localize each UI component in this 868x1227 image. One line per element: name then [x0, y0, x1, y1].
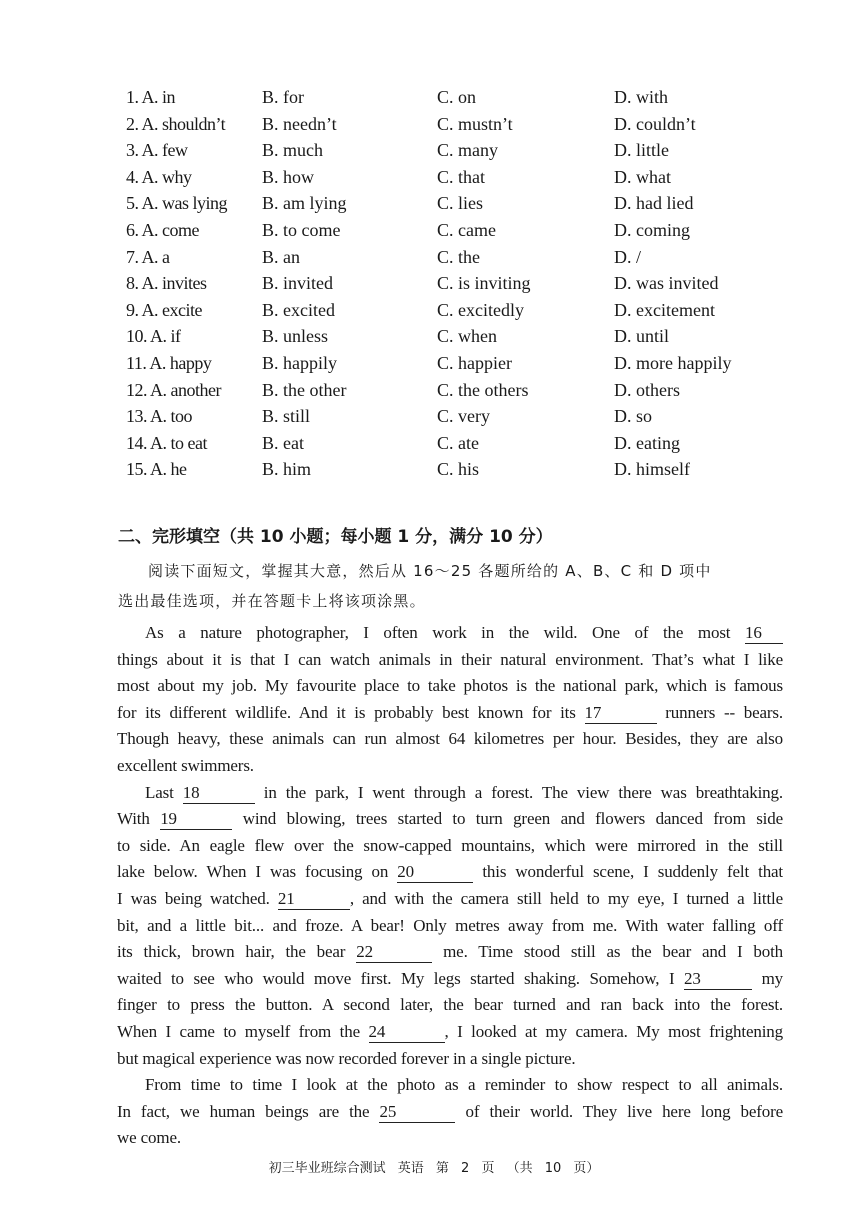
option-d: D. couldn’t	[614, 113, 696, 134]
option-b: B. for	[262, 87, 304, 107]
option-d: D. coming	[614, 219, 690, 240]
instruction-line-2: 选出最佳选项，并在答题卡上将该项涂黑。	[118, 592, 426, 610]
passage-text: bit, and a little bit... and froze. A bear! Only metres away from me. With water falling off	[117, 915, 783, 935]
blank-25: 25	[379, 1102, 455, 1123]
passage-line	[117, 806, 783, 833]
passage-line	[117, 913, 783, 940]
choice-row	[126, 244, 826, 271]
question-option-a: 10. A. if	[126, 326, 181, 347]
choice-row	[126, 403, 826, 430]
option-d: D. /	[614, 246, 641, 267]
option-c: C. lies	[437, 193, 484, 214]
passage-line	[117, 859, 783, 886]
option-b: B. excited	[262, 299, 335, 320]
passage-line	[117, 1046, 783, 1073]
option-b: B. how	[262, 166, 315, 187]
question-option-a: 13. A. too	[126, 406, 193, 427]
option-d: D. others	[614, 379, 680, 400]
blank-18: 18	[183, 783, 255, 804]
choice-row	[126, 190, 826, 217]
blank-22: 22	[356, 942, 432, 963]
passage-text: When I came to myself from the	[117, 1021, 369, 1041]
passage-text: excellent swimmers.	[117, 755, 254, 775]
choice-row	[126, 111, 826, 138]
cloze-passage	[117, 620, 783, 1152]
option-c: C. happier	[437, 352, 512, 373]
choice-row	[126, 84, 826, 111]
passage-line	[117, 966, 783, 993]
passage-text: but magical experience was now recorded forever in a single picture.	[117, 1048, 576, 1068]
passage-text: , and with the camera still held to my eye, I turned a little	[349, 888, 783, 908]
question-option-a: 15. A. he	[126, 459, 187, 480]
passage-line	[117, 673, 783, 700]
option-b: B. happily	[262, 352, 337, 373]
passage-text: finger to press the button. A second later, the bear turned and ran back into the forest.	[117, 995, 783, 1015]
blank-17: 17	[585, 703, 657, 724]
option-c: C. came	[437, 219, 496, 240]
question-option-a: 9. A. excite	[126, 299, 202, 320]
choice-row	[126, 377, 826, 404]
choice-row	[126, 350, 826, 377]
option-b: B. still	[262, 406, 311, 427]
passage-text: its thick, brown hair, the bear	[117, 942, 357, 962]
section-instruction	[118, 556, 782, 616]
passage-text: runners -- bears.	[656, 702, 783, 722]
option-d: D. little	[614, 140, 669, 161]
blank-24: 24	[369, 1022, 445, 1043]
choice-row	[126, 323, 826, 350]
option-c: C. that	[437, 166, 485, 187]
option-d: D. excitement	[614, 299, 715, 320]
question-option-a: 8. A. invites	[126, 273, 207, 294]
passage-line	[117, 1099, 783, 1126]
option-b: B. the other	[262, 379, 347, 400]
passage-line	[117, 939, 783, 966]
option-b: B. an	[262, 246, 300, 267]
option-c: C. the	[437, 246, 480, 267]
passage-text: things about it is that I can watch animals in their natural environment. That’s what I like	[117, 649, 783, 669]
blank-21: 21	[278, 889, 350, 910]
passage-text: As a nature photographer, I often work in the wild. One of the most	[145, 623, 745, 642]
passage-line	[117, 726, 783, 753]
passage-text: we come.	[117, 1128, 181, 1148]
option-d: D. so	[614, 406, 653, 427]
question-option-a: 4. A. why	[126, 166, 192, 187]
passage-text: for its different wildlife. And it is probably best known for its	[117, 702, 585, 722]
choice-row	[126, 297, 826, 324]
question-option-a: 12. A. another	[126, 379, 221, 400]
option-c: C. on	[437, 87, 477, 107]
option-b: B. needn’t	[262, 113, 337, 134]
option-b: B. him	[262, 459, 312, 480]
passage-line	[117, 992, 783, 1019]
question-option-a: 7. A. a	[126, 246, 170, 267]
passage-text: of their world. They live here long before	[455, 1101, 783, 1121]
option-d: D. until	[614, 326, 670, 347]
option-b: B. eat	[262, 432, 304, 453]
passage-line	[117, 620, 783, 647]
question-option-a: 3. A. few	[126, 140, 188, 161]
passage-text: With	[117, 809, 161, 829]
option-c: C. mustn’t	[437, 113, 513, 134]
option-c: C. the others	[437, 379, 529, 400]
passage-text: my	[752, 968, 783, 988]
passage-line	[117, 1019, 783, 1046]
option-b: B. unless	[262, 326, 329, 347]
option-c: C. is inviting	[437, 273, 531, 294]
page-footer	[0, 1157, 868, 1176]
passage-text: in the park, I went through a forest. The view there was breathtaking.	[254, 782, 783, 802]
option-d: D. was invited	[614, 273, 719, 294]
question-option-a: 6. A. come	[126, 219, 199, 240]
footer-total-pages: （共 10 页）	[506, 1161, 600, 1176]
question-option-a: 14. A. to eat	[126, 432, 207, 453]
option-d: D. himself	[614, 459, 690, 480]
option-c: C. his	[437, 459, 480, 480]
passage-text: this wonderful scene, I suddenly felt that	[473, 862, 784, 882]
choice-row	[126, 137, 826, 164]
passage-line	[117, 833, 783, 860]
passage-line	[117, 1125, 783, 1152]
option-d: D. eating	[614, 432, 680, 453]
passage-text: , I looked at my camera. My most frightening	[444, 1021, 783, 1041]
passage-text: Last	[145, 782, 183, 802]
blank-19: 19	[160, 809, 232, 830]
instruction-line-1: 阅读下面短文，掌握其大意，然后从 16～25 各题所给的 A、B、C 和 D 项中	[148, 562, 712, 580]
option-b: B. much	[262, 140, 323, 161]
footer-exam-name: 初三毕业班综合测试	[268, 1161, 386, 1176]
passage-text: From time to time I look at the photo as a reminder to show respect to all animals.	[145, 1075, 783, 1095]
passage-line	[117, 780, 783, 807]
passage-line	[117, 1072, 783, 1099]
passage-text: Though heavy, these animals can run almost 64 kilometres per hour. Besides, they are also	[117, 729, 783, 749]
choice-row	[126, 217, 826, 244]
passage-text: to side. An eagle flew over the snow-capped mountains, which were mirrored in the still	[117, 835, 783, 855]
footer-page-number: 第 2 页	[435, 1161, 495, 1176]
footer-subject: 英语	[397, 1161, 424, 1176]
choice-row	[126, 430, 826, 457]
question-option-a: 5. A. was lying	[126, 193, 228, 214]
blank-23: 23	[684, 969, 752, 990]
question-option-a: 2. A. shouldn’t	[126, 113, 226, 134]
blank-16: 16	[745, 623, 783, 644]
option-b: B. invited	[262, 273, 333, 294]
question-option-a: 11. A. happy	[126, 352, 212, 373]
option-c: C. excitedly	[437, 299, 524, 320]
option-c: C. when	[437, 326, 497, 347]
option-c: C. many	[437, 140, 498, 161]
question-option-a: 1. A. in	[126, 87, 176, 107]
passage-line	[117, 886, 783, 913]
option-b: B. am lying	[262, 193, 347, 214]
option-c: C. very	[437, 406, 490, 427]
passage-text: In fact, we human beings are the	[117, 1101, 380, 1121]
choices-table	[126, 84, 826, 483]
passage-line	[117, 647, 783, 674]
passage-text: most about my job. My favourite place to take photos is the national park, which is famous	[117, 676, 783, 696]
section-title: 二、完形填空（共 10 小题；每小题 1 分，满分 10 分）	[118, 527, 553, 547]
passage-text: me. Time stood still as the bear and I both	[432, 942, 783, 962]
option-b: B. to come	[262, 219, 341, 240]
choice-row	[126, 456, 826, 483]
option-d: D. had lied	[614, 193, 694, 214]
option-c: C. ate	[437, 432, 479, 453]
passage-text: lake below. When I was focusing on	[117, 862, 398, 882]
option-d: D. what	[614, 166, 671, 187]
passage-text: I was being watched.	[117, 888, 278, 908]
blank-20: 20	[397, 862, 473, 883]
passage-text: waited to see who would move first. My legs started shaking. Somehow, I	[117, 968, 685, 988]
choice-row	[126, 270, 826, 297]
passage-line	[117, 700, 783, 727]
passage-text: wind blowing, trees started to turn green and flowers danced from side	[232, 809, 784, 829]
passage-line	[117, 753, 783, 780]
option-d: D. more happily	[614, 352, 732, 373]
option-d: D. with	[614, 87, 668, 107]
choice-row	[126, 164, 826, 191]
